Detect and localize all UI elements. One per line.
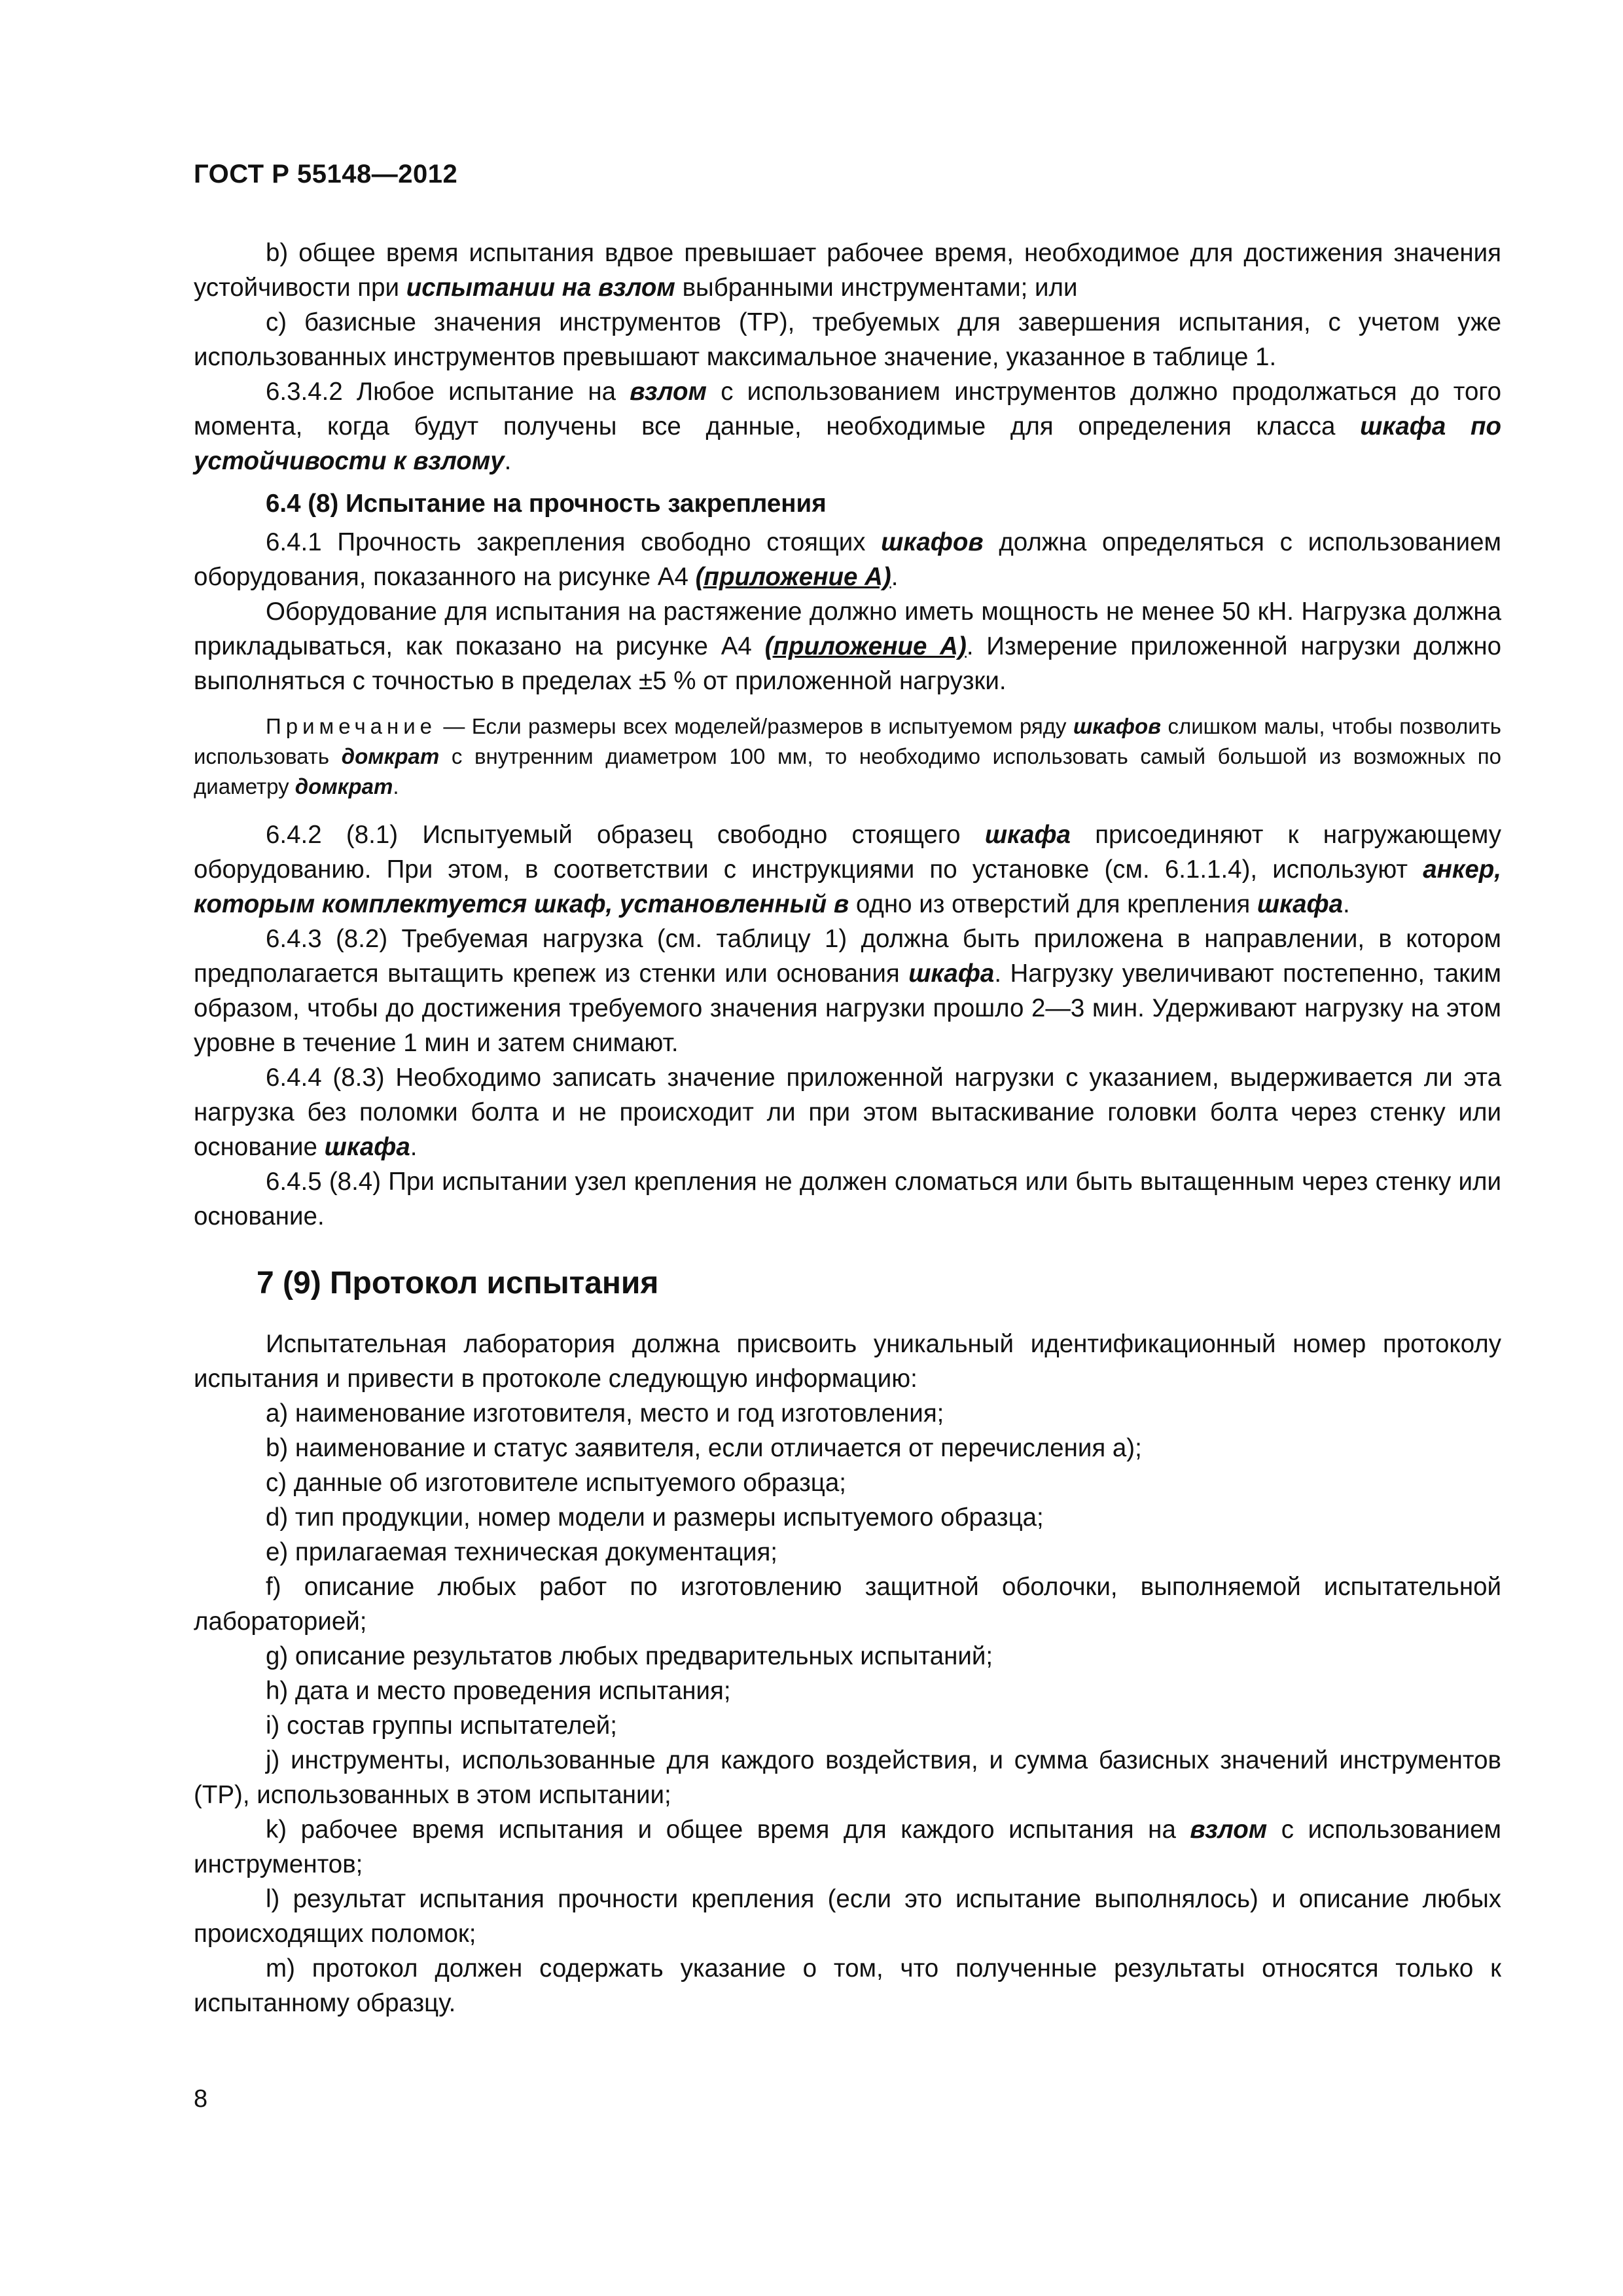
paragraph-protocol-intro: Испытательная лаборатория должна присвоить уникальный идентификационный номер протоколу испытания и привести в протоколе следующую информацию: bbox=[194, 1330, 1501, 1393]
text: . bbox=[891, 563, 899, 591]
document-header: ГОСТ Р 55148—2012 bbox=[194, 160, 458, 188]
term-emphasis: взлом bbox=[630, 378, 707, 406]
paragraph-6-4-1 bbox=[194, 525, 1501, 594]
text: . bbox=[410, 1133, 418, 1161]
paragraph-6-4-4 bbox=[194, 1060, 1501, 1164]
note bbox=[194, 711, 1501, 802]
term-emphasis: домкрат bbox=[294, 774, 393, 798]
text: . bbox=[393, 774, 399, 798]
list-item: j) инструменты, использованные для каждого воздействия, и сумма базисных значений инструментов (TP), использованных в этом испытании; bbox=[194, 1746, 1501, 1809]
text: b) общее время испытания вдвое превышает рабочее время, необходимое для достижения значения устойчивости при bbox=[194, 239, 1501, 302]
list-item: b) наименование и статус заявителя, если отличается от перечисления а); bbox=[266, 1434, 1142, 1462]
term-emphasis: шкафа по устойчивости к взлому bbox=[194, 412, 1502, 475]
term-emphasis: шкафа bbox=[324, 1133, 410, 1161]
term-emphasis: анкер, которым комплектуется шкаф, установленный в bbox=[194, 855, 1501, 918]
list-item: i) состав группы испытателей; bbox=[266, 1712, 617, 1740]
page-number: 8 bbox=[194, 2085, 208, 2113]
text: . bbox=[1343, 890, 1350, 918]
text: . Нагрузку увеличивают постепенно, таким образом, чтобы до достижения требуемого значения нагрузки прошло 2—3 мин. Удерживают нагрузку на этом уровне в течение 1 мин и затем снимают. bbox=[194, 960, 1501, 1057]
text: . Измерение приложенной нагрузки должно выполняться с точностью в пределах ±5 % от приложенной нагрузки. bbox=[194, 632, 1501, 695]
text: одно из отверстий для крепления bbox=[849, 890, 1257, 918]
text: — Если размеры всех моделей/размеров в испытуемом ряду bbox=[437, 714, 1073, 738]
text: слишком малы, чтобы позволить использовать bbox=[194, 714, 1502, 768]
subsection-heading-6-4: 6.4 (8) Испытание на прочность закрепления bbox=[266, 490, 827, 518]
term-emphasis: испытании на взлом bbox=[406, 274, 675, 302]
text: должна определяться с использованием оборудования, показанного на рисунке А4 bbox=[194, 528, 1501, 591]
paragraph-6-4-5: 6.4.5 (8.4) При испытании узел крепления не должен сломаться или быть вытащенным через стенку или основание. bbox=[194, 1168, 1501, 1230]
term-emphasis: шкафа bbox=[1257, 890, 1344, 918]
term-emphasis: домкрат bbox=[341, 744, 440, 768]
list-item: g) описание результатов любых предварительных испытаний; bbox=[266, 1642, 993, 1670]
term-emphasis: шкафа bbox=[984, 821, 1071, 849]
text: Оборудование для испытания на растяжение должно иметь мощность не менее 50 кН. Нагрузка должна прикладываться, как показано на рисунке А4 bbox=[194, 598, 1501, 660]
text: с внутренним диаметром 100 мм, то необходимо использовать самый большой из возможных по диаметру bbox=[194, 744, 1501, 798]
list-item: e) прилагаемая техническая документация; bbox=[266, 1538, 777, 1566]
appendix-link[interactable]: (приложение А) bbox=[764, 632, 967, 660]
section-heading-7: 7 (9) Протокол испытания bbox=[257, 1266, 659, 1300]
term-emphasis: шкафов bbox=[1073, 714, 1162, 738]
list-item: a) наименование изготовителя, место и год изготовления; bbox=[266, 1399, 944, 1427]
text: присоединяют к нагружающему оборудованию. При этом, в соответствии с инструкциями по установке (см. 6.1.1.4), используют bbox=[194, 821, 1501, 884]
list-item: d) тип продукции, номер модели и размеры испытуемого образца; bbox=[266, 1503, 1044, 1532]
list-item bbox=[194, 1812, 1501, 1882]
term-emphasis: шкафа bbox=[908, 960, 995, 988]
paragraph-6-3-4-2 bbox=[194, 374, 1501, 478]
list-item: m) протокол должен содержать указание о том, что полученные результаты относятся только к испытанному образцу. bbox=[194, 1954, 1501, 2017]
list-item: c) данные об изготовителе испытуемого образца; bbox=[266, 1469, 846, 1497]
text: 6.4.1 Прочность закрепления свободно стоящих bbox=[266, 528, 882, 556]
paragraph-6-4-3 bbox=[194, 922, 1501, 1060]
list-item: h) дата и место проведения испытания; bbox=[266, 1677, 731, 1705]
list-item: f) описание любых работ по изготовлению защитной оболочки, выполняемой испытательной лабораторией; bbox=[194, 1573, 1501, 1636]
text: с использованием инструментов должно продолжаться до того момента, когда будут получены все данные, необходимые для определения класса bbox=[194, 378, 1501, 440]
text: 6.4.4 (8.3) Необходимо записать значение приложенной нагрузки с указанием, выдерживается ли эта нагрузка без поломки болта и не происходит ли при этом вытаскивание головки болта через стенку или основание bbox=[194, 1064, 1501, 1161]
text: с использованием инструментов; bbox=[194, 1816, 1501, 1878]
paragraph-item-b bbox=[194, 236, 1501, 305]
term-emphasis: взлом bbox=[1190, 1816, 1268, 1844]
paragraph-equipment bbox=[194, 594, 1501, 698]
text: 6.4.2 (8.1) Испытуемый образец свободно стоящего bbox=[266, 821, 985, 849]
paragraph-item-c: c) базисные значения инструментов (TP), требуемых для завершения испытания, с учетом уже использованных инструментов превышают максимальное значение, указанное в таблице 1. bbox=[194, 308, 1501, 371]
document-body bbox=[194, 236, 1501, 2020]
text: 6.4.3 (8.2) Требуемая нагрузка (см. таблицу 1) должна быть приложена в направлении, в котором предполагается вытащить крепеж из стенки или основания bbox=[194, 925, 1501, 988]
list-item: l) результат испытания прочности крепления (если это испытание выполнялось) и описание любых происходящих поломок; bbox=[194, 1885, 1501, 1948]
text: k) рабочее время испытания и общее время для каждого испытания на bbox=[266, 1816, 1190, 1844]
text: . bbox=[504, 447, 512, 475]
text: выбранными инструментами; или bbox=[675, 274, 1078, 302]
paragraph-6-4-2 bbox=[194, 817, 1501, 922]
note-label: Примечание bbox=[266, 714, 437, 738]
appendix-link[interactable]: (приложение А) bbox=[695, 563, 891, 591]
text: 6.3.4.2 Любое испытание на bbox=[266, 378, 630, 406]
term-emphasis: шкафов bbox=[881, 528, 984, 556]
